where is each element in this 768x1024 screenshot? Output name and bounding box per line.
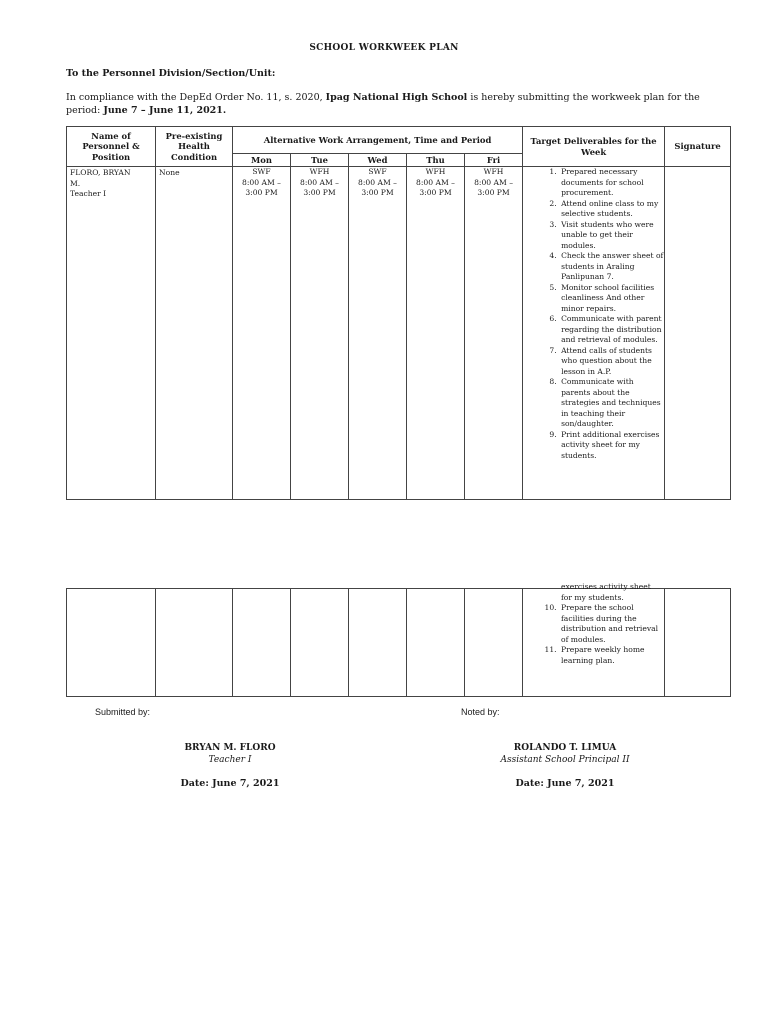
table-row [67,589,731,697]
addressee-line: To the Personnel Division/Section/Unit: [66,68,276,79]
schedule-mode: WFH [483,167,504,176]
health-cell: None [156,167,233,500]
deliverable-item: 8. Communicate with parents about the strategies and techniques in teaching their son/daughter. [559,377,664,430]
submitted-by-label: Submitted by: [95,707,151,717]
deliverable-item: 10. Prepare the school facilities during the distribution and retrieval of modules. [559,603,664,645]
deliverable-item: 2. Attend online class to my selective students. [559,199,664,220]
schedule-time: 8:00 AM – 3:00 PM [416,177,455,197]
header-day-thu: Thu [407,154,465,167]
health-cell [156,589,233,697]
table-row [67,167,731,500]
schedule-time: 8:00 AM – 3:00 PM [242,177,281,197]
schedule-cell-wed [349,589,407,697]
document-title: SCHOOL WORKWEEK PLAN [309,43,459,53]
deliverables-list [523,167,664,461]
schedule-time: 8:00 AM – 3:00 PM [474,177,513,197]
deliverable-item: 11. Prepare weekly home learning plan. [559,645,664,666]
deliverable-item-continued: exercises activity sheet for my students. [561,582,651,602]
header-health: Pre-existing Health Condition [156,127,233,167]
signature-cell [665,167,731,500]
workweek-table-continued [66,582,731,697]
deliverables-list-continued [523,582,664,666]
schedule-mode: WFH [309,167,330,176]
deliverable-item: 3. Visit students who were unable to get their modules. [559,220,664,252]
schedule-time: 8:00 AM – 3:00 PM [358,177,397,197]
schedule-mode: SWF [252,167,271,176]
approver-name: ROLANDO T. LIMUA [513,743,617,753]
personnel-name-line2: M. [70,178,81,188]
schedule-time: 8:00 AM – 3:00 PM [300,177,339,197]
deliverable-item: 7. Attend calls of students who question about the lesson in A.P. [559,346,664,378]
workweek-table [66,126,731,500]
noted-by-label: Noted by: [461,707,500,717]
deliverable-item: 6. Communicate with parent regarding the distribution and retrieval of modules. [559,314,664,346]
schedule-cell-tue [291,167,349,500]
deliverable-item: 5. Monitor school facilities cleanliness And other minor repairs. [559,283,664,315]
submitter-role: Teacher I [208,755,252,765]
personnel-cell [67,167,156,500]
intro-text-pre: In compliance with the DepEd Order No. 11, s. 2020, [66,92,323,103]
schedule-cell-fri [465,589,523,697]
header-day-wed: Wed [349,154,407,167]
deliverable-item: 4. Check the answer sheet of students in Araling Panlipunan 7. [559,251,664,283]
deliverables-cell [523,167,665,500]
personnel-position: Teacher I [70,189,107,198]
schedule-cell-tue [291,589,349,697]
signature-cell [665,589,731,697]
submitter-date: Date: June 7, 2021 [180,778,280,789]
header-day-fri: Fri [465,154,523,167]
header-signature: Signature [665,127,731,167]
period-text: June 7 – June 11, 2021. [103,105,227,116]
deliverable-item: 1. Prepared necessary documents for school procurement. [559,167,664,199]
approver-role: Assistant School Principal II [500,755,630,765]
intro-paragraph [66,91,716,117]
header-day-tue: Tue [291,154,349,167]
schedule-mode: SWF [368,167,387,176]
deliverable-item: 9. Print additional exercises activity sheet for my students. [559,430,664,462]
personnel-name-line1: FLORO, BRYAN [70,168,131,177]
schedule-cell-thu [407,589,465,697]
intro-text-mid: is hereby submitting the workweek plan for the period: [66,92,700,116]
schedule-cell-mon [233,589,291,697]
header-awa: Alternative Work Arrangement, Time and Period [233,127,523,154]
schedule-cell-fri [465,167,523,500]
approver-date: Date: June 7, 2021 [515,778,615,789]
schedule-cell-mon [233,167,291,500]
header-target: Target Deliverables for the Week [523,127,665,167]
deliverables-cell [523,582,665,697]
schedule-cell-thu [407,167,465,500]
schedule-cell-wed [349,167,407,500]
header-name: Name of Personnel & Position [67,127,156,167]
header-day-mon: Mon [233,154,291,167]
personnel-cell [67,589,156,697]
school-name: Ipag National High School [325,92,468,103]
schedule-mode: WFH [425,167,446,176]
submitter-name: BRYAN M. FLORO [184,743,276,753]
